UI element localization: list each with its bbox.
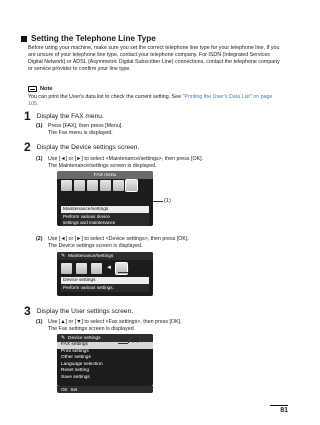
note-body: You can print the User's data list to check the current setting. See	[28, 94, 183, 100]
maintenance-icon	[126, 180, 137, 191]
wrench-icon: ✎	[61, 335, 66, 341]
sub-number: (1)	[36, 123, 43, 129]
callout-label: (1)	[132, 338, 139, 344]
screen-title: Maintenance/settings	[68, 253, 114, 259]
menu-item-print-settings[interactable]: Print settings	[61, 348, 89, 354]
step-3-heading	[24, 305, 133, 317]
left-arrow-icon: ◄	[106, 265, 112, 271]
menu-icon-row	[57, 180, 153, 191]
menu-icon	[61, 180, 72, 191]
step-2-sub-2	[36, 236, 276, 249]
menu-icon	[76, 263, 87, 274]
screen-footer	[57, 386, 153, 393]
sub-result: The Device settings screen is displayed.	[48, 242, 143, 249]
sub-instruction: Use [◄] or [►] to select <Maintenance/settings>, then press [OK].	[48, 156, 204, 162]
step-1-sub-1	[36, 123, 276, 136]
note-icon	[28, 86, 37, 92]
menu-item-fax-settings[interactable]: FAX settings	[57, 342, 153, 349]
screen-selected-label: Device settings	[61, 277, 149, 284]
screen-description-line: Perform various device	[63, 214, 110, 219]
menu-icon	[100, 180, 111, 191]
step-number: 1	[24, 109, 31, 123]
step-title: Display the FAX menu.	[36, 112, 104, 120]
menu-item-reset-setting[interactable]: Reset setting	[61, 368, 89, 373]
step-1-heading	[24, 110, 104, 122]
wrench-icon: ✎	[61, 253, 66, 259]
menu-icon	[61, 263, 72, 274]
menu-item-other-settings[interactable]: Other settings	[61, 355, 91, 360]
menu-icon	[113, 180, 124, 191]
screen-description-line: settings and maintenance	[63, 219, 116, 225]
callout-label: (1)	[164, 198, 171, 204]
fax-menu-screen-lower	[57, 204, 153, 226]
callout-label: (2)	[132, 269, 139, 275]
section-heading	[21, 34, 156, 43]
footer-label: Set	[70, 387, 78, 392]
sub-instruction: Press [FAX], then press [Menu].	[48, 123, 123, 129]
sub-result: The Fax menu is displayed.	[48, 129, 113, 136]
sub-number: (2)	[36, 236, 43, 242]
screen-description: Perform various settings.	[61, 284, 149, 292]
step-number: 2	[24, 140, 31, 154]
menu-item-language-selection[interactable]: Language selection	[61, 361, 103, 367]
screen-description	[61, 213, 149, 226]
note-text	[28, 94, 278, 108]
step-2-sub-1	[36, 156, 276, 169]
intro-paragraph: Before using your machine, make sure you set the correct telephone line type for your telephone line. If you are unsure of your telephone line type, contact your telephone company. For ISDN (Integrated Services Digital Network) or ADSL (Asymmetric Digital Subscriber Line) connections, contact the telephone company or service provider to confirm your line type.	[28, 45, 280, 72]
screen-title: Device settings	[68, 335, 101, 341]
screen-title: FAX menu	[93, 172, 117, 178]
callout-line	[118, 343, 128, 344]
page-rule	[270, 405, 288, 406]
menu-icon	[87, 180, 98, 191]
callout-line	[128, 266, 129, 272]
screen-title-bar	[57, 171, 153, 179]
section-title: Setting the Telephone Line Type	[31, 34, 156, 43]
menu-item-save-settings[interactable]: Save settings	[61, 374, 90, 380]
sub-result: The Maintenance/settings screen is displayed.	[48, 162, 157, 169]
ok-button-icon: OK	[61, 387, 68, 392]
note-link[interactable]: "Printing the User's Data List" on page 105	[28, 94, 273, 107]
step-2-heading	[24, 141, 139, 153]
sub-instruction: Use [◄] or [►] to select <Device settings>, then press [OK].	[48, 236, 189, 242]
callout-line	[153, 201, 163, 202]
step-number: 3	[24, 304, 31, 318]
square-bullet-icon	[21, 36, 27, 42]
screen-title-bar	[57, 252, 153, 260]
step-title: Display the User settings screen.	[36, 307, 134, 315]
page-number: 81	[280, 407, 288, 414]
sub-instruction: Use [▲] or [▼] to select <Fax settings>, then press [OK].	[48, 319, 182, 325]
screen-selected-label: Maintenance/settings	[61, 206, 149, 213]
menu-icon	[91, 263, 102, 274]
note-header	[28, 86, 52, 92]
note-end: .	[36, 101, 39, 107]
note-label: Note	[40, 86, 53, 92]
sub-number: (1)	[36, 156, 43, 162]
step-3-sub-1	[36, 319, 276, 332]
sub-result: The Fax settings screen is displayed.	[48, 325, 136, 332]
sub-number: (1)	[36, 319, 43, 325]
callout-line	[118, 272, 128, 273]
menu-icon	[74, 180, 85, 191]
step-title: Display the Device settings screen.	[36, 143, 140, 151]
callout-line	[128, 338, 129, 343]
